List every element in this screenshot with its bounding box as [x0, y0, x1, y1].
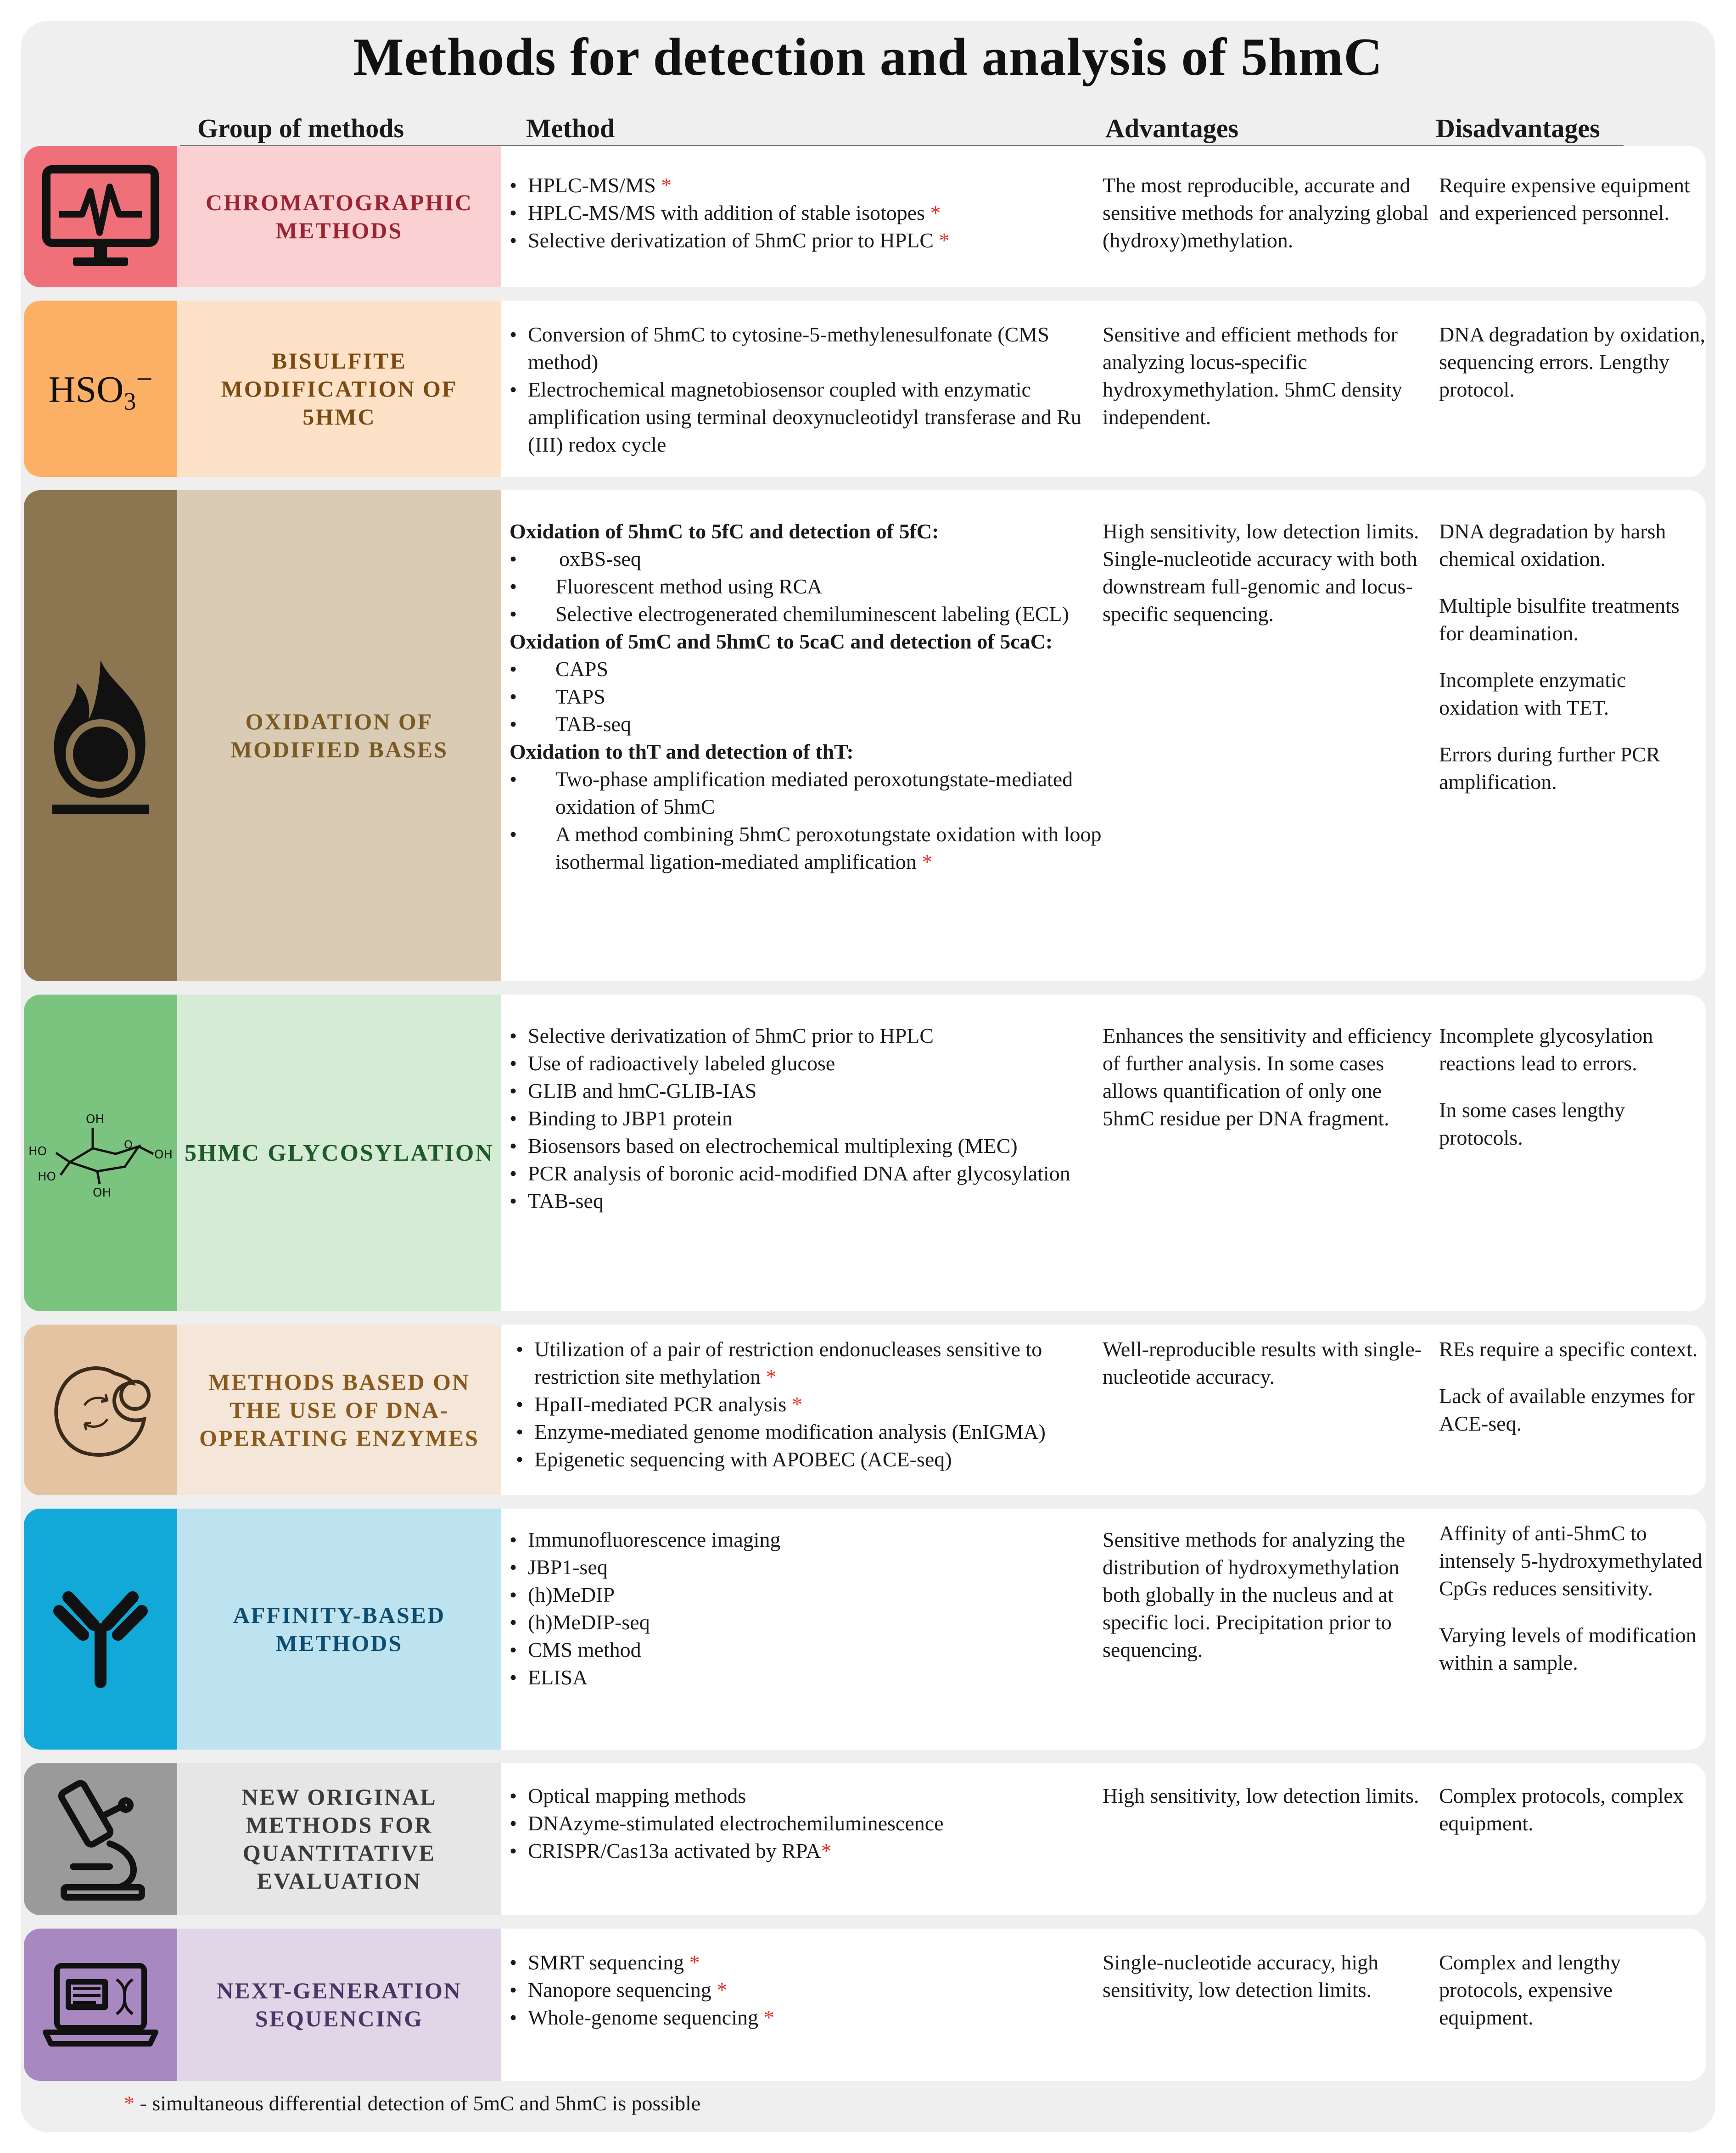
disadvantages-list [1439, 1520, 1705, 1677]
list-item: • (h)MeDIP-seq [510, 1611, 650, 1634]
header-group: Group of methods [197, 113, 404, 143]
group-label: BISULFITE MODIFICATION OF 5HMC [177, 301, 501, 477]
monitor-heartbeat-icon [24, 146, 177, 287]
list-item: • Optical mapping methods [510, 1784, 746, 1807]
group-label: METHODS BASED ON THE USE OF DNA-OPERATING ENZYMES [177, 1325, 501, 1495]
row-affinity [24, 1509, 1706, 1750]
list-item: • CAPS [510, 657, 609, 681]
list-item: • oxBS-seq [510, 547, 641, 570]
list-item: • HPLC-MS/MS * [510, 173, 672, 197]
section-heading: Oxidation of 5hmC to 5fC and detection of 5fC: [510, 520, 939, 543]
group-label: 5HMC GLYCOSYLATION [177, 995, 501, 1311]
list-item: • Nanopore sequencing * [510, 1978, 728, 2002]
list-item: • Electrochemical magnetobiosensor coupled with enzymatic amplification using terminal deoxynucleotidyl transferase and Ru (III) redox cycle [510, 378, 1081, 456]
disadvantages-text: Complex and lengthy protocols, expensive equipment. [1439, 1951, 1621, 2029]
microscope-icon [24, 1763, 177, 1915]
list-item: • Utilization of a pair of restriction endonucleases sensitive to restriction site methylation * [516, 1337, 1042, 1388]
list-item: • Immunofluorescence imaging [510, 1528, 781, 1551]
laptop-dna-icon [24, 1929, 177, 2081]
svg-text:OH: OH [86, 1113, 105, 1126]
svg-text:OH: OH [93, 1186, 112, 1200]
list-item: Lack of available enzymes for ACE-seq. [1439, 1384, 1695, 1435]
row-new-original [24, 1763, 1706, 1915]
list-item: • SMRT sequencing * [510, 1951, 700, 1974]
header-advantages: Advantages [1105, 113, 1239, 143]
advantages-text: Well-reproducible results with single-nucleotide accuracy. [1103, 1337, 1422, 1388]
list-item: DNA degradation by harsh chemical oxidation. [1439, 520, 1666, 570]
list-item: • Fluorescent method using RCA [510, 575, 823, 598]
section-heading: Oxidation of 5mC and 5hmC to 5caC and detection of 5caC: [510, 630, 1053, 653]
list-item: REs require a specific context. [1439, 1337, 1698, 1361]
row-chromatographic [24, 146, 1706, 287]
list-item: • CMS method [510, 1638, 641, 1661]
list-item: • A method combining 5hmC peroxotungstate oxidation with loop isothermal ligation-mediated amplification * [510, 822, 1102, 873]
list-item: • CRISPR/Cas13a activated by RPA* [510, 1839, 832, 1862]
svg-text:HO: HO [38, 1170, 56, 1184]
svg-text:HO: HO [28, 1145, 47, 1158]
glucose-structure-icon [24, 995, 177, 1311]
list-item: • JBP1-seq [510, 1555, 608, 1579]
row-ngs [24, 1929, 1706, 2081]
group-label: NEW ORIGINAL METHODS FOR QUANTITATIVE EVALUATION [177, 1763, 501, 1915]
advantages-text: High sensitivity, low detection limits. [1103, 1784, 1419, 1807]
list-item: • TAB-seq [510, 1189, 604, 1213]
disadvantages-list [1439, 518, 1705, 796]
advantages-text: The most reproducible, accurate and sensitive methods for analyzing global (hydroxy)methylation. [1103, 173, 1429, 252]
methods-list [510, 1336, 1111, 1473]
header-disadvantages: Disadvantages [1436, 113, 1600, 143]
list-item: In some cases lengthy protocols. [1439, 1098, 1625, 1149]
list-item: • Use of radioactively labeled glucose [510, 1051, 835, 1075]
row-glycosylation [24, 995, 1706, 1311]
list-item: Errors during further PCR amplification. [1439, 743, 1660, 794]
list-item: • TAPS [510, 685, 605, 708]
group-label: AFFINITY-BASED METHODS [177, 1509, 501, 1750]
list-item: • Selective derivatization of 5hmC prior to HPLC [510, 1024, 934, 1047]
list-item: • Epigenetic sequencing with APOBEC (ACE-seq) [516, 1448, 952, 1471]
disadvantages-text: Complex protocols, complex equipment. [1439, 1784, 1684, 1835]
list-item: Affinity of anti-5hmC to intensely 5-hydroxymethylated CpGs reduces sensitivity. [1439, 1521, 1702, 1600]
advantages-text: Single-nucleotide accuracy, high sensitivity, low detection limits. [1103, 1951, 1379, 2002]
methods-list [510, 1022, 1111, 1215]
group-label: NEXT-GENERATION SEQUENCING [177, 1929, 501, 2081]
disadvantages-text: DNA degradation by oxidation, sequencing errors. Lengthy protocol. [1439, 323, 1706, 401]
row-enzymes [24, 1325, 1706, 1495]
list-item: • TAB-seq [510, 712, 631, 736]
list-item: • DNAzyme-stimulated electrochemiluminescence [510, 1812, 944, 1835]
list-item: Multiple bisulfite treatments for deamination. [1439, 594, 1680, 645]
list-item: • GLIB and hmC-GLIB-IAS [510, 1079, 757, 1102]
list-item: Incomplete glycosylation reactions lead to errors. [1439, 1024, 1653, 1075]
list-item: • Enzyme-mediated genome modification analysis (EnIGMA) [516, 1420, 1046, 1443]
methods-list [510, 1949, 1111, 2031]
list-item: • HPLC-MS/MS with addition of stable isotopes * [510, 201, 941, 224]
group-label: CHROMATOGRAPHIC METHODS [177, 146, 501, 287]
row-oxidation [24, 490, 1706, 981]
advantages-text: High sensitivity, low detection limits. Single-nucleotide accuracy with both downstream full-genomic and locus-specific sequencing. [1103, 520, 1419, 626]
section-heading: Oxidation to thT and detection of thT: [510, 740, 854, 763]
antibody-icon [24, 1509, 177, 1750]
methods-list [510, 172, 1111, 254]
disadvantages-text: Require expensive equipment and experienced personnel. [1439, 173, 1690, 224]
page-title: Methods for detection and analysis of 5hmC [353, 28, 1383, 87]
advantages-text: Sensitive methods for analyzing the distribution of hydroxymethylation both globally in the nucleus and at specific loci. Precipitation prior to sequencing. [1103, 1528, 1406, 1661]
list-item: • Binding to JBP1 protein [510, 1107, 733, 1130]
group-label: OXIDATION OF MODIFIED BASES [177, 490, 501, 981]
list-item: • Conversion of 5hmC to cytosine-5-methylenesulfonate (CMS method) [510, 323, 1049, 374]
methods-list [510, 1782, 1111, 1865]
list-item: • HpaII-mediated PCR analysis * [516, 1392, 802, 1416]
header-method: Method [526, 113, 615, 143]
list-item: • PCR analysis of boronic acid-modified DNA after glycosylation [510, 1162, 1070, 1185]
list-item: Incomplete enzymatic oxidation with TET. [1439, 668, 1626, 719]
list-item: • ELISA [510, 1666, 588, 1689]
methods-list [510, 518, 1111, 876]
list-item: • Whole-genome sequencing * [510, 2006, 774, 2029]
svg-text:O: O [124, 1138, 133, 1151]
methods-list [510, 321, 1111, 459]
flame-oxidation-icon [24, 490, 177, 981]
methods-list [510, 1526, 1111, 1691]
disadvantages-list [1439, 1336, 1705, 1437]
advantages-text: Enhances the sensitivity and efficiency of further analysis. In some cases allows quantification of only one 5hmC residue per DNA fragment. [1103, 1024, 1432, 1130]
bisulfite-formula-icon: $HSO_3^-$ [24, 301, 177, 477]
advantages-text: Sensitive and efficient methods for analyzing locus-specific hydroxymethylation. 5hmC density independent. [1103, 323, 1402, 429]
list-item: • Selective derivatization of 5hmC prior to HPLC * [510, 229, 950, 252]
list-item: • (h)MeDIP [510, 1583, 615, 1606]
row-bisulfite [24, 301, 1706, 477]
svg-text:OH: OH [154, 1148, 173, 1162]
disadvantages-list [1439, 1022, 1705, 1152]
list-item: • Selective electrogenerated chemiluminescent labeling (ECL) [510, 602, 1069, 626]
list-item: • Two-phase amplification mediated peroxotungstate-mediated oxidation of 5hmC [510, 767, 1073, 818]
list-item: • Biosensors based on electrochemical multiplexing (MEC) [510, 1134, 1018, 1158]
enzyme-icon [24, 1325, 177, 1495]
list-item: Varying levels of modification within a sample. [1439, 1623, 1697, 1674]
footnote: * - simultaneous differential detection of 5mC and 5hmC is possible [124, 2091, 701, 2115]
